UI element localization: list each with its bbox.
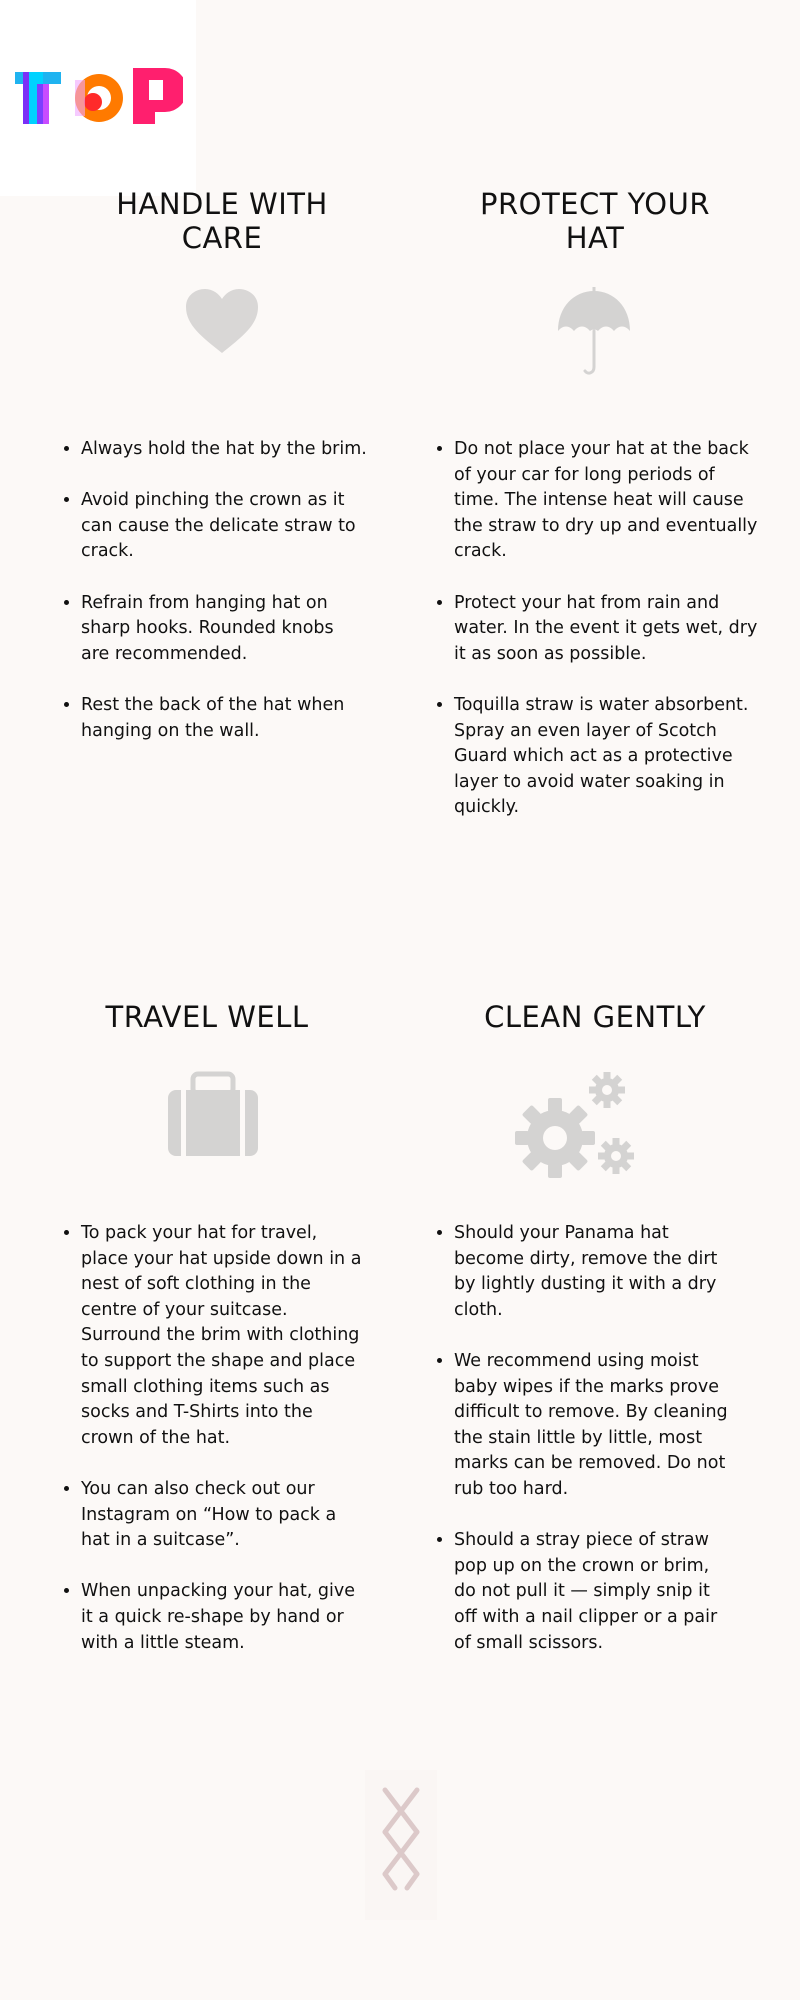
list-item: • To pack your hat for travel, place your hat upside down in a nest of soft clothing in the centre of your suitcase. Surround the brim with clothing to support the shape and place small clothing items such as socks and T-Shirts into the crown of the hat. (81, 1221, 367, 1451)
list-item: • We recommend using moist baby wipes if the marks prove difficult to remove. By cleaning the stain little by little, most marks can be removed. Do not rub too hard. (454, 1349, 730, 1503)
section-title: CLEAN GENTLY (484, 1000, 706, 1034)
section-title: TRAVEL WELL (105, 1000, 309, 1034)
bullet-list (430, 1221, 730, 1656)
bullet-list (57, 437, 367, 744)
heart-icon (182, 287, 262, 357)
umbrella-icon (554, 287, 634, 379)
top-logo-icon[interactable] (15, 64, 183, 124)
bullet-list (57, 1221, 367, 1656)
logo-block (0, 0, 196, 196)
double-x-ornament-icon (365, 1770, 437, 1920)
section-title: PROTECT YOUR HAT (479, 187, 710, 255)
section-title: HANDLE WITH CARE (116, 187, 328, 255)
list-item: • Toquilla straw is water absorbent. Spray an even layer of Scotch Guard which act as a protective layer to avoid water soaking in quickly. (454, 693, 760, 821)
list-item: • Rest the back of the hat when hanging on the wall. (81, 693, 367, 744)
list-item: • Always hold the hat by the brim. (81, 437, 367, 463)
list-item: • Should a stray piece of straw pop up on the crown or brim, do not pull it — simply snip it off with a nail clipper or a pair of small scissors. (454, 1528, 730, 1656)
section-handle-with-care (57, 187, 387, 741)
list-item: • Refrain from hanging hat on sharp hooks. Rounded knobs are recommended. (81, 591, 367, 668)
list-item: • Do not place your hat at the back of your car for long periods of time. The intense heat will cause the straw to dry up and eventually crack. (454, 437, 760, 565)
section-travel-well (57, 1000, 387, 1653)
bullet-list (430, 437, 760, 821)
section-clean-gently (430, 1000, 760, 1653)
list-item: • Should your Panama hat become dirty, remove the dirt by lightly dusting it with a dry cloth. (454, 1221, 730, 1323)
gears-icon (510, 1070, 640, 1180)
suitcase-icon (163, 1070, 263, 1160)
list-item: • When unpacking your hat, give it a quick re-shape by hand or with a little steam. (81, 1579, 367, 1656)
logo-text: TOP (15, 64, 18, 65)
list-item: • You can also check out our Instagram on “How to pack a hat in a suitcase”. (81, 1477, 367, 1554)
section-protect-your-hat (430, 187, 760, 818)
footer-ornament (365, 1770, 437, 1920)
list-item: • Protect your hat from rain and water. In the event it gets wet, dry it as soon as possible. (454, 591, 760, 668)
list-item: • Avoid pinching the crown as it can cause the delicate straw to crack. (81, 488, 367, 565)
